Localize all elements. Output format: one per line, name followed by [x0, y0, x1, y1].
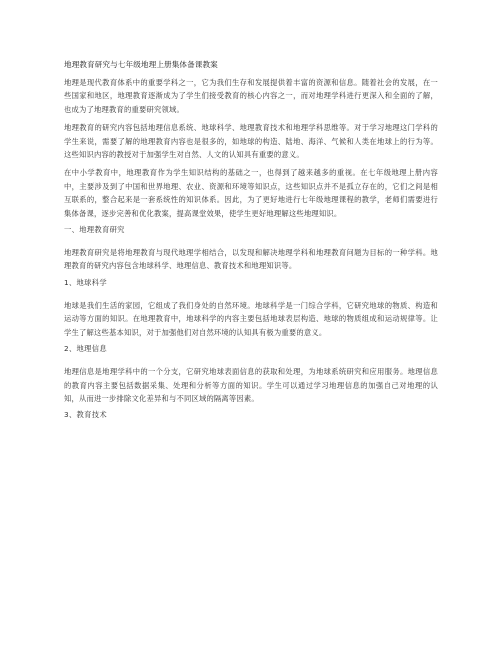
section-text-geography-education-research: 地理教育研究是将地理教育与现代地理学相结合，以发现和解决地理学科和地理教育问题为目标的一种学科。地理教育的研究内容包含地球科学、地理信息、教育技术和地理知识等。	[64, 248, 438, 271]
section-heading-education-technology: 3、教育技术	[64, 410, 107, 420]
intro-paragraph-2: 地理教育的研究内容包括地理信息系统、地球科学、地理教育技术和地理学科思维等。对于学习地理这门学科的学生来说，需要了解的地理教育内容也是很多的，如地球的构造、陆地、海洋、气候和人类在地球上的行为等。这些知识内容的教授对于加强学生对自然、人文的认知具有重要的意义。	[64, 123, 438, 160]
section-heading-earth-science: 1、地球科学	[64, 277, 107, 287]
document-page	[64, 60, 438, 431]
section-text-earth-science: 地球是我们生活的家园，它组成了我们身处的自然环境。地球科学是一门综合学科，它研究地球的物质、构造和运动等方面的知识。在地理教育中，地球科学的内容主要包括地球表层构造、地球的物质组成和运动规律等。让学生了解这些基本知识，对于加强他们对自然环境的认知具有极为重要的意义。	[64, 300, 438, 337]
section-heading-geography-education-research: 一、地理教育研究	[64, 225, 125, 235]
section-text-geographic-information: 地理信息是地理学科中的一个分支，它研究地球表面信息的获取和处理，为地球系统研究和应用服务。地理信息的教育内容主要包括数据采集、处理和分析等方面的知识。学生可以通过学习地理信息的加强自己对地理的认知，从而进一步排除文化差异和与不同区域的隔离等因素。	[64, 367, 438, 403]
section-heading-geographic-information: 2、地理信息	[64, 344, 107, 354]
intro-paragraph-1: 地理是现代教育体系中的重要学科之一，它为我们生存和发展提供着丰富的资源和信息。随着社会的发展，在一些国家和地区，地理教育逐渐成为了学生们接受教育的核心内容之一，而对地理学科进行更深入和全面的了解，也成为了地理教育的重要研究领域。	[64, 78, 438, 114]
intro-paragraph-3: 在中小学教育中，地理教育作为学生知识结构的基础之一，也得到了越来越多的重视。在七年级地理上册内容中，主要涉及到了中国和世界地理、农业、资源和环境等知识点，这些知识点并不是孤立存在的，它们之间是相互联系的，整合起来是一套系统性的知识体系。因此，为了更好地进行七年级地理课程的教学，老师们需要进行集体备课，逐步完善和优化教案，提高课堂效果，使学生更好地理解这些地理知识。	[64, 168, 438, 218]
document-title: 地理教育研究与七年级地理上册集体备课教案	[64, 60, 218, 69]
